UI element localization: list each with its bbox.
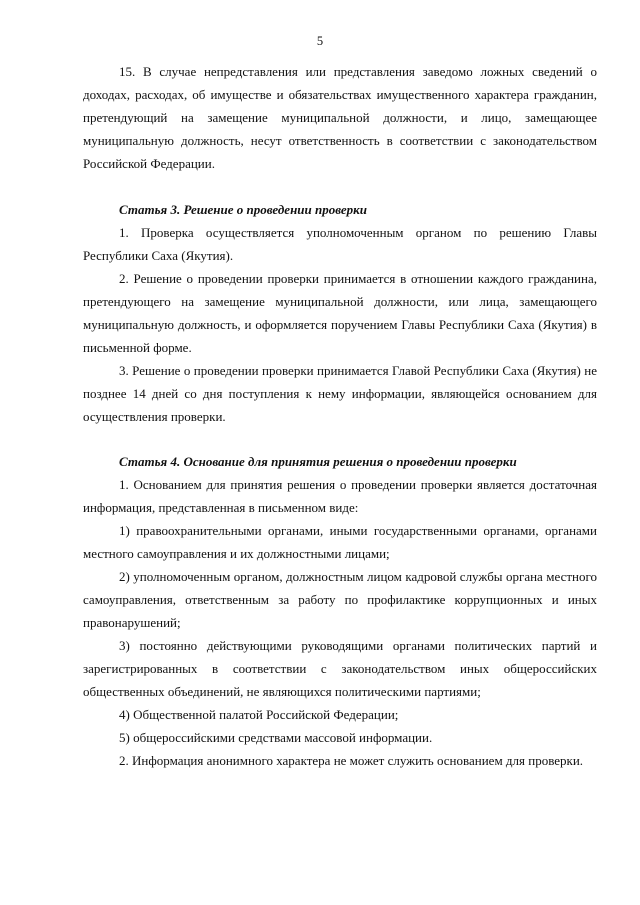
article-4-item-2: 2) уполномоченным органом, должностным лицом кадровой службы органа местного самоуправления, ответственным за работу по профилактике коррупционных и иных правонарушений; (83, 569, 597, 630)
paragraph-15: 15. В случае непредставления или представления заведомо ложных сведений о доходах, расходах, об имуществе и обязательствах имущественного характера гражданин, претендующий на замещение муниципальной должности, и лицо, замещающее муниципальную должность, несут ответственность в соответствии с законодательством Российской Федерации. (83, 64, 597, 171)
article-4-paragraph-1: 1. Основанием для принятия решения о проведении проверки является достаточная информация, представленная в письменном виде: (83, 477, 597, 515)
article-4-item-1: 1) правоохранительными органами, иными государственными органами, органами местного самоуправления и их должностными лицами; (83, 523, 597, 561)
article-3-heading: Статья 3. Решение о проведении проверки (119, 202, 367, 217)
article-3-paragraph-2: 2. Решение о проведении проверки принимается в отношении каждого гражданина, претендующего на замещение муниципальной должности, или лица, замещающего муниципальную должность, и оформляется поручением Главы Республики Саха (Якутия) в письменной форме. (83, 271, 597, 355)
article-3-paragraph-3: 3. Решение о проведении проверки принимается Главой Республики Саха (Якутия) не позднее 14 дней со дня поступления к нему информации, являющейся основанием для осуществления проверки. (83, 363, 597, 424)
article-4-item-5: 5) общероссийскими средствами массовой информации. (119, 730, 433, 745)
section-spacer (83, 175, 597, 198)
article-4-item-4: 4) Общественной палатой Российской Федерации; (119, 707, 399, 722)
article-3-paragraph-1: 1. Проверка осуществляется уполномоченным органом по решению Главы Республики Саха (Якутия). (83, 225, 597, 263)
section-spacer (83, 428, 597, 450)
document-body (83, 60, 597, 772)
article-4-heading: Статья 4. Основание для принятия решения о проведении проверки (119, 454, 517, 469)
page-number: 5 (316, 34, 324, 48)
article-4-paragraph-2: 2. Информация анонимного характера не может служить основанием для проверки. (119, 753, 584, 768)
article-4-item-3: 3) постоянно действующими руководящими органами политических партий и зарегистрированных в соответствии с законодательством иных общероссийских общественных объединений, не являющихся политическими партиями; (83, 638, 597, 699)
